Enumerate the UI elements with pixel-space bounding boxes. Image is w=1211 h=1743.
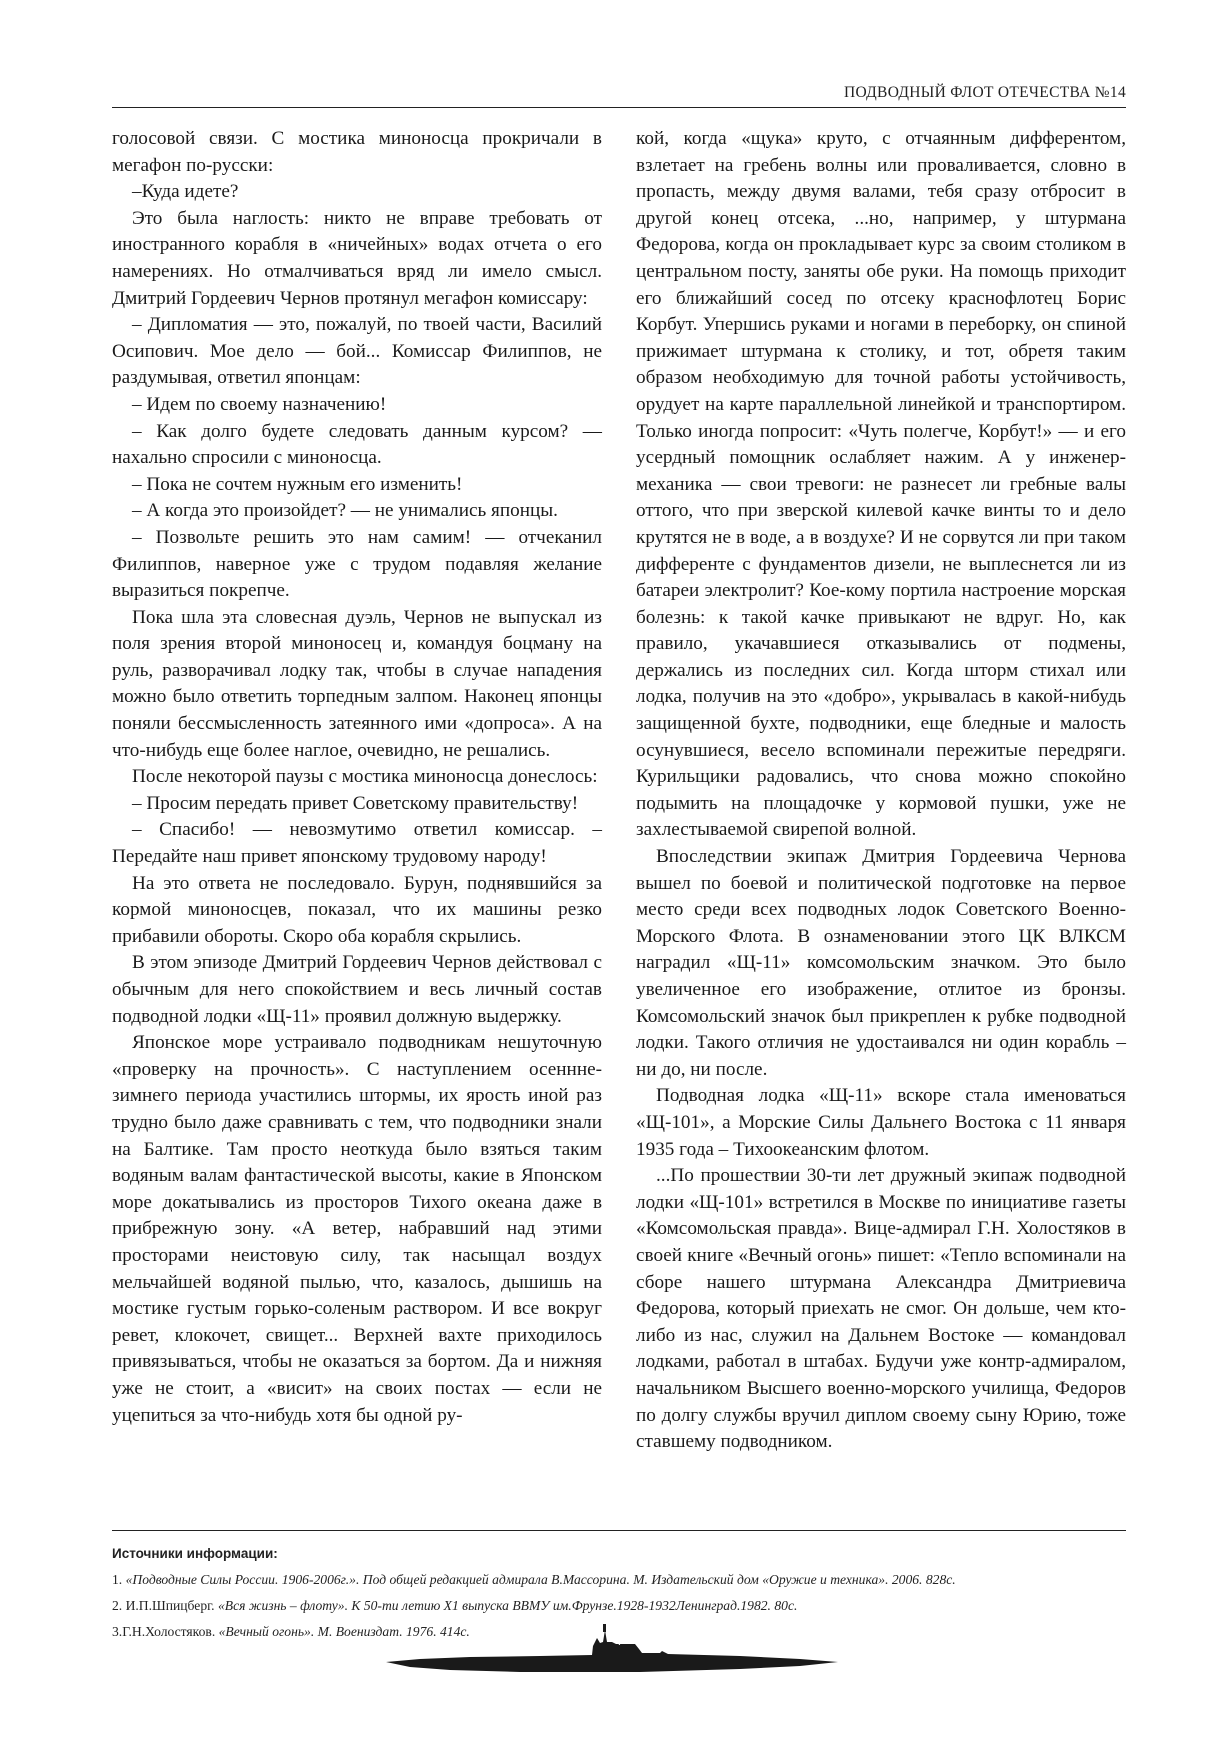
source-author: И.П.Шпицберг. [125,1598,218,1613]
paragraph: – Спасибо! — невозмутимо ответил комиссар. – Передайте наш привет японскому трудовому народу! [112,819,602,868]
running-header: ПОДВОДНЫЙ ФЛОТ ОТЕЧЕСТВА №14 [843,84,1126,101]
source-item [112,1593,1126,1619]
header-rule [112,107,1126,108]
paragraph: Японское море устраивало подводникам нешуточную «проверку на прочность». С наступлением осеннне-зимнего периода участились штормы, их ярость иной раз трудно было даже сравнивать с тем, что подводники знали на Балтике. Там просто неоткуда было взяться таким водяным валам фантастической высоты, какие в Японском море докатывались из просторов Тихого океана даже в прибрежную зону. «А ветер, набравший над этими просторами неистовую силу, так насыщал воздух мельчайшей водяной пылью, что, казалось, дышишь на мостике густым горько-соленым раствором. И все вокруг ревет, клокочет, свищет... Верхней вахте приходилось привязываться, чтобы не оказаться за бортом. Да и нижняя уже не стоит, а «висит» на своих постах — если не уцепиться за что-нибудь хотя бы одной ру- [112,1032,602,1426]
paragraph: Это была наглость: никто не вправе требовать от иностранного корабля в «ничейных» водах отчета о его намерениях. Но отмалчиваться вряд ли имело смысл. Дмитрий Гордеевич Чернов протянул мегафон комиссару: [112,207,602,309]
page-number: 7 [616,1629,626,1649]
source-number: 2. [112,1598,126,1613]
sources-title: Источники информации: [112,1546,278,1561]
article-column-right [636,126,1126,1456]
source-text: «Подводные Силы России. 1906-2006г.». Под общей редакцией адмирала В.Массорина. М. Издательский дом «Оружие и техника». 2006. 828с. [125,1572,956,1587]
paragraph: После некоторой паузы с мостика миноносца донеслось: [132,766,598,788]
source-text: «Вечный огонь». М. Воениздат. 1976. 414с. [218,1624,470,1639]
source-text: «Вся жизнь – флоту». К 50-ти летию Х1 выпуска ВВМУ им.Фрунзе.1928-1932Ленинград.1982. 80с. [217,1598,798,1613]
paragraph: Подводная лодка «Щ-11» вскоре стала именоваться «Щ-101», а Морские Силы Дальнего Востока с 11 января 1935 года – Тихоокеанским флотом. [636,1085,1126,1160]
paragraph: – Идем по своему назначению! [132,393,387,415]
paragraph: – Позвольте решить это нам самим! — отчеканил Филиппов, наверное уже с трудом подавляя желание выразиться покрепче. [112,526,602,602]
source-number: 1. [112,1572,126,1587]
article-column-left [112,126,602,1429]
paragraph: голосовой связи. С мостика миноносца прокричали в мегафон по-русски: [112,128,602,176]
source-author: Г.Н.Холостяков. [122,1624,219,1639]
paragraph: – Просим передать привет Советскому правительству! [132,792,579,814]
paragraph: ...По прошествии 30-ти лет дружный экипаж подводной лодки «Щ-101» встретился в Москве по инициативе газеты «Комсомольская правда». Вице-адмирал Г.Н. Холостяков в своей книге «Вечный огонь» пишет: «Тепло вспоминали на сборе нашего штурмана Александра Дмитриевича Федорова, который приехать не смог. Он дольше, чем кто-либо из нас, служил на Дальнем Востоке — командовал лодками, работал в штабах. Будучи уже контр-адмиралом, начальником Высшего военно-морского училища, Федоров по долгу службы вручил диплом своему сыну Юрию, тоже ставшему подводником. [636,1165,1126,1453]
paragraph: –Куда идете? [132,181,239,203]
sources-rule [112,1530,1126,1531]
paragraph: Впоследствии экипаж Дмитрия Гордеевича Чернова вышел по боевой и политической подготовке на первое место среди всех подводных лодок Советского Военно-Морского Флота. В ознаменовании этого ЦК ВЛКСМ наградил «Щ-11» комсомольским значком. Это было увеличенное его изображение, отлитое из бронзы. Комсомольский значок был прикреплен к рубке подводной лодки. Такого отличия не удостаивался ни один корабль – ни до, ни после. [636,846,1126,1080]
paragraph: В этом эпизоде Дмитрий Гордеевич Чернов действовал с обычным для него спокойствием и весь личный состав подводной лодки «Щ-11» проявил должную выдержку. [112,952,602,1027]
paragraph: – Как долго будете следовать данным курсом? — нахально спросили с миноносца. [112,420,602,469]
source-item [112,1567,1126,1593]
paragraph: – Пока не сочтем нужным его изменить! [132,473,463,495]
paragraph: – Дипломатия — это, пожалуй, по твоей части, Василий Осипович. Мое дело — бой... Комиссар Филиппов, не раздумывая, ответил японцам: [112,314,602,389]
source-number: 3. [112,1624,123,1639]
paragraph: – А когда это произойдет? — не унимались японцы. [132,500,558,522]
paragraph: Пока шла эта словесная дуэль, Чернов не выпускал из поля зрения второй миноносец и, командуя боцману на руль, разворачивал лодку так, чтобы в случае нападения можно было ответить торпедным залпом. Наконец японцы поняли бессмысленность затеянного ими «допроса». А на что-нибудь еще более наглое, очевидно, не решались. [112,606,602,761]
paragraph: На это ответа не последовало. Бурун, поднявшийся за кормой миноносцев, показал, что их машины резко прибавили обороты. Скоро оба корабля скрылись. [112,872,602,947]
paragraph: кой, когда «щука» круто, с отчаянным дифферентом, взлетает на гребень волны или проваливается, словно в пропасть, между двумя валами, тебя сразу отбросит в другой конец отсека, ...но, например, у штурмана Федорова, когда он прокладывает курс за своим столиком в центральном посту, заняты обе руки. На помощь приходит его ближайший сосед по отсеку краснофлотец Борис Корбут. Упершись руками и ногами в переборку, он спиной прижимает штурмана к столику, и тот, обретя таким образом необходимую для точной работы устойчивость, орудует на карте параллельной линейкой и транспортиром. Только иногда попросит: «Чуть полегче, Корбут!» — и его усердный помощник ослабляет нажим. А у инженер-механика — свои тревоги: не разнесет ли гребные валы оттого, что при зверской килевой качке винты то и дело крутятся не в воде, а в воздухе? И не сорвутся ли при таком дифференте с фундаментов дизели, не выплеснется ли из батареи электролит? Кое-кому портила настроение морская болезнь: к такой качке привыкают не вдруг. Но, как правило, укачавшиеся отказывались от подмены, держались из последних сил. Когда шторм стихал или лодка, получив на это «добро», укрывалась в какой-нибудь защищенной бухте, подводники, еще бледные и малость осунувшиеся, весело вспоминали пережитые передряги. Курильщики радовались, что снова можно спокойно подымить на площадочке у кормовой пушки, уже не захлестываемой свирепой волной. [636,128,1126,841]
